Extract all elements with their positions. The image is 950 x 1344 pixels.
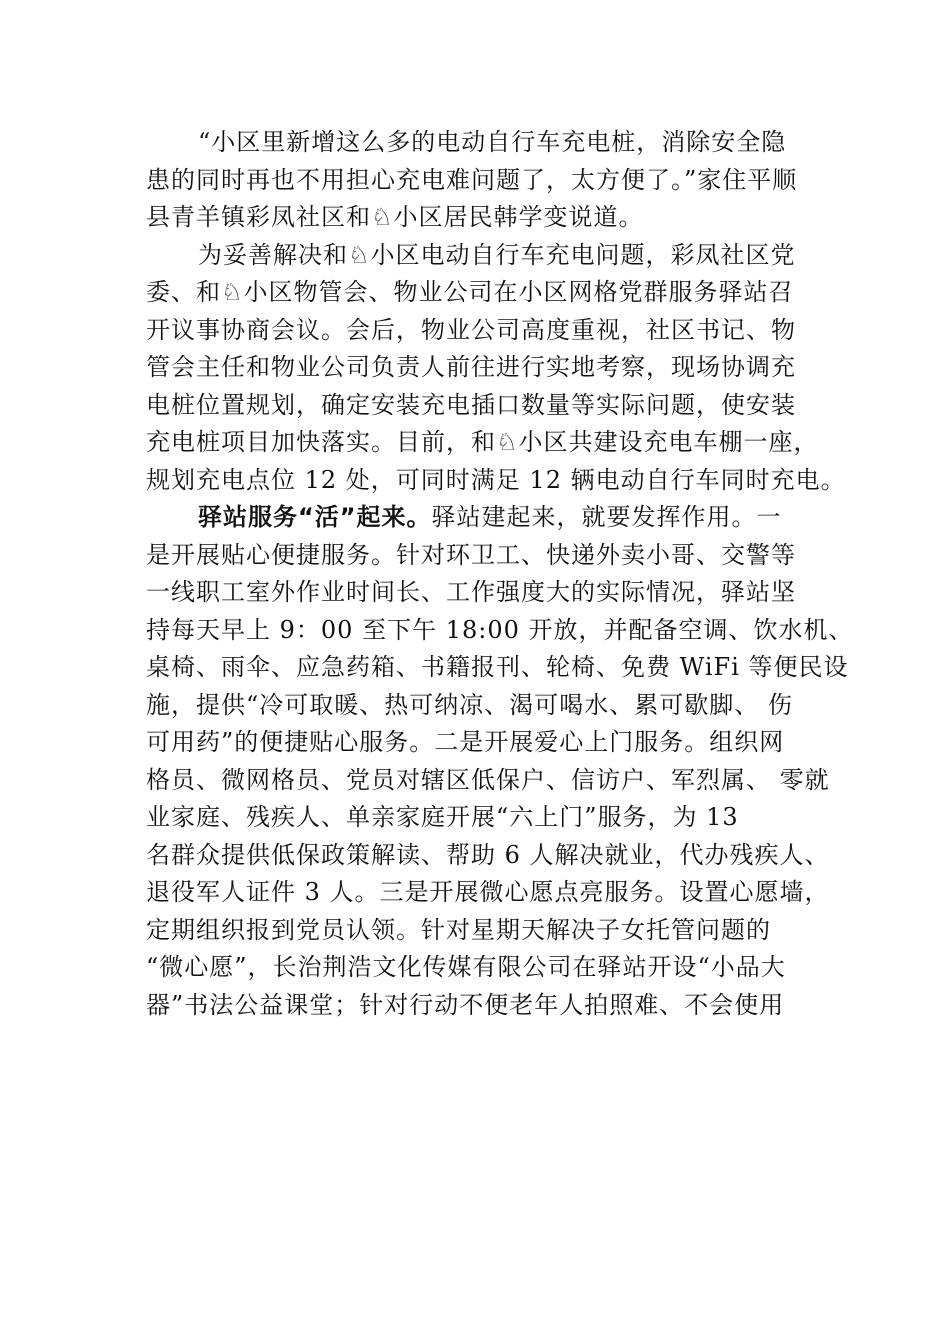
paragraph-line: 充电桩项目加快落实。目前，和♘小区共建设充电车棚一座， — [146, 428, 819, 456]
paragraph-line: 名群众提供低保政策解读、帮助 6 人解决就业，代办残疾人、 — [146, 840, 830, 869]
document-body — [146, 124, 854, 1024]
paragraph-line: 管会主任和物业公司负责人前往进行实地考察，现场协调充 — [146, 353, 796, 381]
paragraph-line: 持每天早上 9：00 至下午 18:00 开放，并配备空调、饮水机、 — [146, 615, 854, 644]
paragraph-line: 施，提供“冷可取暖、热可纳凉、渴可喝水、累可歇脚、 伤 — [146, 690, 793, 719]
paragraph-line: 一线职工室外作业时间长、工作强度大的实际情况，驿站坚 — [146, 578, 796, 606]
paragraph-line: 退役军人证件 3 人。三是开展微心愿点亮服务。设置心愿墙， — [146, 878, 830, 906]
paragraph-line: 开议事协商会议。会后，物业公司高度重视，社区书记、物 — [146, 315, 796, 344]
paragraph-line: 患的同时再也不用担心充电难问题了，太方便了。”家住平顺 — [146, 165, 798, 194]
paragraph-line: 定期组织报到党员认领。针对星期天解决子女托管问题的 — [146, 915, 771, 944]
paragraph-line: 委、和♘小区物管会、物业公司在小区网格党群服务驿站召 — [146, 278, 794, 306]
paragraph-line: 格员、微网格员、党员对辖区低保户、信访户、军烈属、 零就 — [146, 765, 830, 794]
paragraph-line: 为妥善解决和♘小区电动自行车充电问题，彩凤社区党 — [198, 240, 796, 269]
paragraph-line: 器”书法公益课堂；针对行动不便老年人拍照难、不会使用 — [146, 990, 785, 1019]
paragraph-line: “小区里新增这么多的电动自行车充电桩，消除安全隐 — [198, 128, 787, 156]
paragraph-line — [146, 499, 826, 537]
paragraph-line: 桌椅、雨伞、应急药箱、书籍报刊、轮椅、免费 WiFi 等便民设 — [146, 653, 849, 681]
paragraph-line: 县青羊镇彩凤社区和♘小区居民韩学变说道。 — [146, 203, 644, 231]
paragraph-line: 可用药”的便捷贴心服务。二是开展爱心上门服务。组织网 — [146, 728, 785, 756]
paragraph-line: 规划充电点位 12 处，可同时满足 12 辆电动自行车同时充电。 — [146, 465, 846, 494]
paragraph-line-text: 驿站建起来，就要发挥作用。一 — [431, 503, 782, 531]
paragraph-line: “微心愿”，长治荆浩文化传媒有限公司在驿站开设“小品大 — [146, 953, 786, 981]
section-heading: 驿站服务“活”起来。 — [198, 503, 432, 531]
paragraph-line: 是开展贴心便捷服务。针对环卫工、快递外卖小哥、交警等 — [146, 540, 796, 569]
paragraph-line: 电桩位置规划，确定安装充电插口数量等实际问题，使安装 — [146, 390, 796, 419]
paragraph-line: 业家庭、残疾人、单亲家庭开展“六上门”服务，为 13 — [146, 803, 739, 831]
